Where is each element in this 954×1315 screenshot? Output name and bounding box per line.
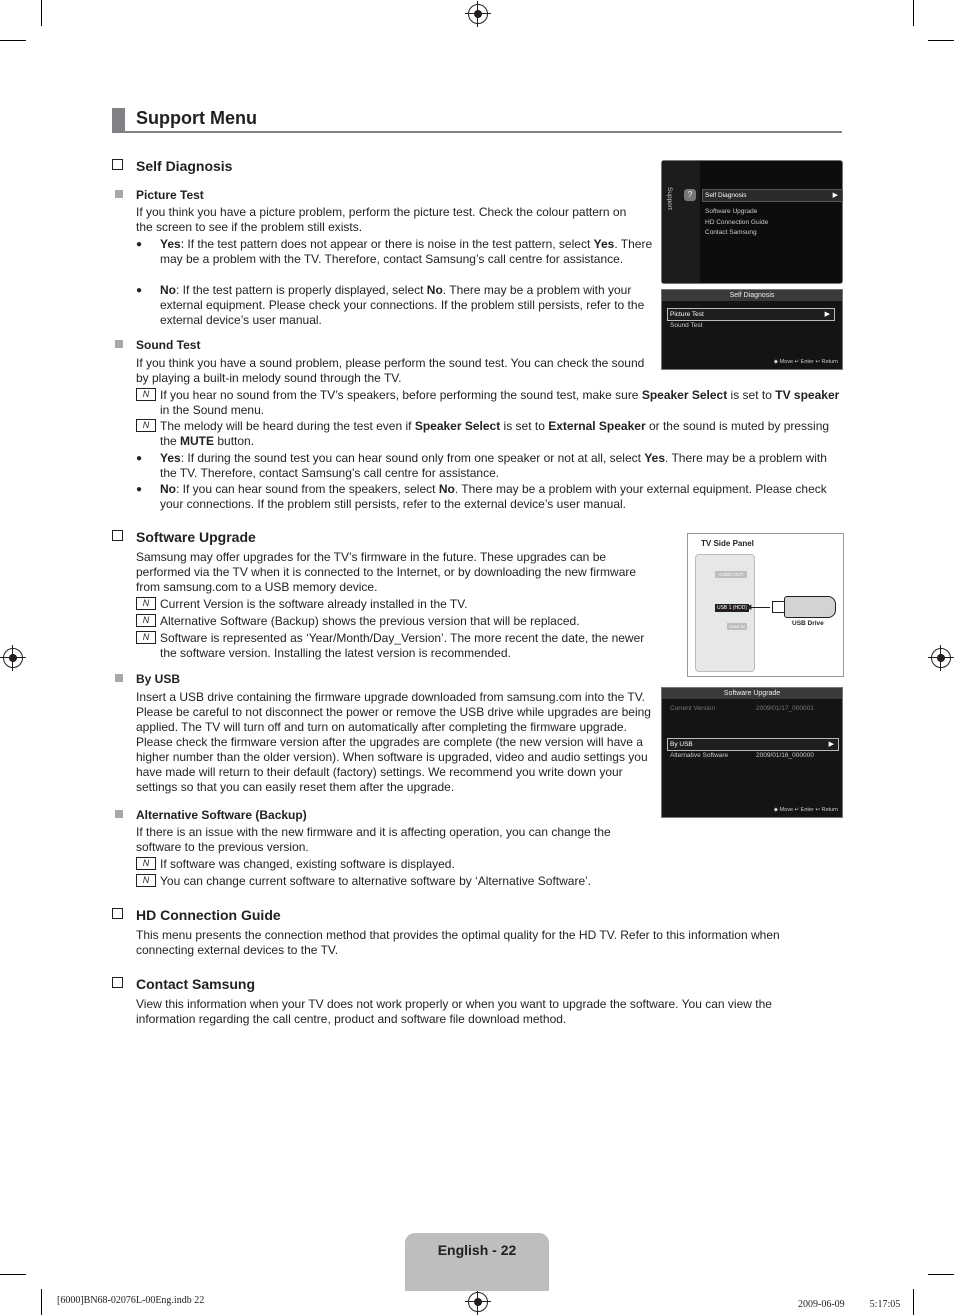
- software-upgrade-body: Samsung may offer upgrades for the TV’s firmware in the future. These upgrades can be performed via the TV when it is connected to the Internet, or by downloading the new firmware from samsung.com to a USB memory device.: [136, 550, 637, 594]
- screen-title: Self Diagnosis: [662, 290, 842, 301]
- note-icon: N: [136, 614, 156, 627]
- title-rule: [112, 131, 842, 133]
- crop-mark: [913, 0, 914, 26]
- connection-line: [750, 607, 770, 608]
- alternative-version-value: 2009/01/16_000000: [756, 752, 814, 759]
- section-heading-contact-samsung: Contact Samsung: [112, 976, 255, 992]
- subheading-by-usb: By USB: [115, 672, 180, 686]
- support-side-label: Support: [666, 187, 673, 210]
- bullet-icon: ●: [136, 239, 143, 250]
- menu-item-software-upgrade[interactable]: Software Upgrade: [705, 208, 758, 215]
- crop-mark: [928, 1274, 954, 1275]
- note-icon: N: [136, 597, 156, 610]
- software-note-3: N Software is represented as ‘Year/Month/Day_Version’. The more recent the date, the newer the software version. Installing the latest version is recommended.: [136, 631, 656, 661]
- square-bullet-icon: [115, 340, 123, 348]
- port-usb: USB 1 (HDD): [716, 605, 747, 611]
- checkbox-outline-icon: [112, 530, 123, 541]
- menu-item-sound-test[interactable]: Sound Test: [670, 322, 703, 329]
- alternative-note-1: N If software was changed, existing software is displayed.: [136, 857, 736, 872]
- tv-side-panel-diagram: [687, 533, 844, 677]
- print-slug-left: [6000]BN68-02076L-00Eng.indb 22: [57, 1295, 205, 1306]
- support-question-icon: ?: [684, 189, 696, 201]
- section-heading-hd-connection-guide: HD Connection Guide: [112, 907, 281, 923]
- print-slug-right: 2009-06-09 5:17:05: [798, 1299, 901, 1310]
- square-bullet-icon: [115, 810, 123, 818]
- by-usb-body: Insert a USB drive containing the firmware upgrade downloaded from samsung.com into the TV. Please be careful to not disconnect the power or remove the USB drive while upgrades are being applied. The TV will turn off and turn on automatically after completing the firmware upgrade. Please check the firmware version after the upgrades are complete (the new version will have a higher number than the older version). When software is upgraded, video and audio settings you have made will return to their default (factory) settings. We recommend you write down your settings so that you can easily reset them after the upgrade.: [136, 690, 651, 794]
- subheading-sound-test: Sound Test: [115, 338, 200, 352]
- note-icon: N: [136, 388, 156, 401]
- picture-test-yes: ● Yes: If the test pattern does not appear or there is noise in the test pattern, select Yes. There may be a problem with the TV. Therefore, contact Samsung’s call centre for assistance.: [136, 237, 653, 266]
- menu-item-picture-test[interactable]: Picture Test ▶: [667, 308, 835, 321]
- subheading-picture-test: Picture Test: [115, 188, 204, 202]
- picture-test-body: If you think you have a picture problem, perform the picture test. Check the colour pattern on the screen to see if the problem still exists.: [136, 205, 627, 234]
- arrow-right-icon: ▶: [828, 741, 834, 748]
- alternative-note-2: N You can change current software to alternative software by ‘Alternative Software’.: [136, 874, 736, 889]
- port-audio-out: AUDIO OUT: [715, 571, 747, 578]
- menu-item-hd-connection-guide[interactable]: HD Connection Guide: [705, 219, 769, 226]
- sound-test-note-1: N If you hear no sound from the TV’s speakers, before performing the sound test, make sure Speaker Select is set to TV speaker in the Sound menu.: [136, 388, 842, 418]
- checkbox-outline-icon: [112, 159, 123, 170]
- subheading-alternative-software: Alternative Software (Backup): [115, 808, 307, 822]
- screen-footer-hints: ◆ Move ↵ Enter ↩ Return: [773, 807, 838, 813]
- support-side-panel: [662, 161, 700, 283]
- screen-title: Software Upgrade: [662, 688, 842, 699]
- arrow-right-icon: ▶: [824, 311, 830, 318]
- checkbox-outline-icon: [112, 977, 123, 988]
- registration-mark-icon: [931, 648, 951, 668]
- sound-test-body: If you think you have a sound problem, please perform the sound test. You can check the sound by playing a built-in melody sound through the TV.: [136, 356, 645, 385]
- contact-body: View this information when your TV does not work properly or when you want to upgrade the software. You can view the information regarding the call centre, product and software file download method.: [136, 997, 772, 1026]
- software-note-2: N Alternative Software (Backup) shows the previous version that will be replaced.: [136, 614, 656, 629]
- diagram-title: TV Side Panel: [701, 539, 754, 548]
- checkbox-outline-icon: [112, 908, 123, 919]
- software-upgrade-screenshot: [661, 687, 843, 818]
- hd-guide-body: This menu presents the connection method that provides the optimal quality for the HD TV. Refer to this information when connecting external devices to the TV.: [136, 928, 780, 957]
- sound-test-no: ● No: If you can hear sound from the speakers, select No. There may be a problem with your external equipment. Please check your connections. If the problem still persists, refer to the external device’s user manual.: [136, 482, 827, 511]
- support-menu-screenshot: [661, 160, 843, 284]
- registration-mark-icon: [468, 1292, 488, 1312]
- crop-mark: [41, 0, 42, 26]
- self-diagnosis-screenshot: [661, 289, 843, 370]
- crop-mark: [41, 1289, 42, 1315]
- crop-mark: [0, 40, 26, 41]
- section-heading-self-diagnosis: Self Diagnosis: [112, 158, 232, 174]
- title-accent-bar: [112, 108, 125, 132]
- usb-drive-icon: [784, 596, 836, 618]
- square-bullet-icon: [115, 190, 123, 198]
- usb-drive-label: USB Drive: [792, 620, 824, 627]
- bullet-icon: ●: [136, 484, 143, 495]
- screen-footer-hints: ◆ Move ↵ Enter ↩ Return: [773, 359, 838, 365]
- sound-test-note-2: N The melody will be heard during the test even if Speaker Select is set to External Speaker or the sound is muted by pressing the MUTE button.: [136, 419, 842, 449]
- sound-test-yes: ● Yes: If during the sound test you can hear sound only from one speaker or not at all, select Yes. There may be a problem with the TV. Therefore, contact Samsung’s call centre for assistance.: [136, 451, 827, 480]
- menu-item-alternative-software[interactable]: Alternative Software: [670, 752, 729, 759]
- registration-mark-icon: [468, 4, 488, 24]
- bullet-icon: ●: [136, 285, 143, 296]
- software-note-1: N Current Version is the software already installed in the TV.: [136, 597, 656, 612]
- picture-test-no: ● No: If the test pattern is properly displayed, select No. There may be a problem with your external equipment. Please check your connections. If the problem still persists, refer to the external device’s user manual.: [136, 283, 645, 327]
- menu-item-contact-samsung[interactable]: Contact Samsung: [705, 229, 757, 236]
- note-icon: N: [136, 857, 156, 870]
- note-icon: N: [136, 874, 156, 887]
- bullet-icon: ●: [136, 453, 143, 464]
- crop-mark: [928, 40, 954, 41]
- menu-item-by-usb[interactable]: By USB ▶: [667, 738, 839, 751]
- note-icon: N: [136, 631, 156, 644]
- port-hdmi: HDMI IN: [727, 623, 747, 630]
- menu-item-self-diagnosis[interactable]: Self Diagnosis ▶: [702, 189, 843, 202]
- page-title: Support Menu: [136, 108, 257, 128]
- square-bullet-icon: [115, 674, 123, 682]
- arrow-left-icon: ◀: [746, 604, 752, 611]
- crop-mark: [0, 1274, 26, 1275]
- current-version-label: Current Version: [670, 705, 716, 712]
- section-heading-software-upgrade: Software Upgrade: [112, 529, 256, 545]
- note-icon: N: [136, 419, 156, 432]
- alternative-software-body: If there is an issue with the new firmware and it is affecting operation, you can change the software to the previous version.: [136, 825, 611, 854]
- crop-mark: [913, 1289, 914, 1315]
- registration-mark-icon: [3, 648, 23, 668]
- arrow-right-icon: ▶: [832, 192, 838, 199]
- page-number: English - 22: [437, 1242, 517, 1258]
- current-version-value: 2009/01/17_000001: [756, 705, 814, 712]
